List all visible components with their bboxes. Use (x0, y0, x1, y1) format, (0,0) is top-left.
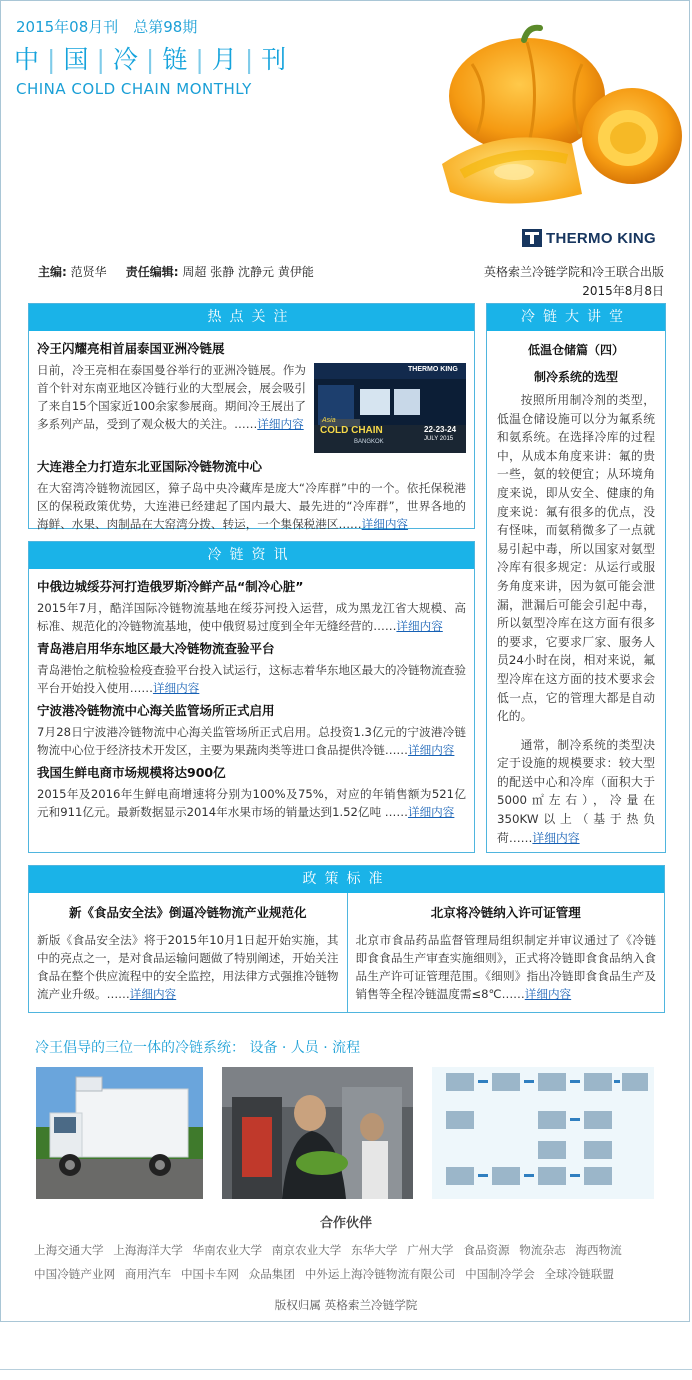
article-title: 新《食品安全法》倒逼冷链物流产业规范化 (68, 905, 307, 920)
ellipsis: …… (384, 743, 409, 757)
policy-article (347, 893, 665, 1012)
partners-title: 合作伙伴 (319, 1216, 372, 1231)
news-section (28, 541, 475, 853)
partner-link[interactable]: 华南农业大学 (192, 1243, 263, 1257)
partner-link[interactable]: 中国制冷学会 (465, 1267, 535, 1281)
article-text (37, 661, 466, 697)
partners-row (34, 1266, 664, 1282)
article-text (37, 723, 466, 759)
lecture-paragraph (497, 736, 655, 848)
article-title: 青岛港启用华东地区最大冷链物流查验平台 (37, 641, 275, 656)
partner-link[interactable]: 商用汽车 (124, 1267, 172, 1281)
partner-link[interactable]: 南京农业大学 (271, 1243, 342, 1257)
ellipsis: …… (384, 805, 408, 819)
policy-heading: 政策标准 (29, 866, 664, 893)
partner-link[interactable]: 全球冷链联盟 (544, 1267, 614, 1281)
read-more-link[interactable]: 详细内容 (524, 987, 572, 1001)
partner-link[interactable]: 东华大学 (351, 1243, 398, 1257)
expo-month: JULY 2015 (424, 436, 454, 442)
partner-link[interactable]: 中外运上海冷链物流有限公司 (304, 1267, 456, 1281)
article-title: 宁波港冷链物流中心海关监管场所正式启用 (37, 703, 275, 718)
ellipsis: …… (373, 619, 397, 633)
partner-link[interactable]: 中国冷链产业网 (34, 1267, 116, 1281)
lecture-heading: 冷链大讲堂 (487, 304, 665, 331)
article-body: 新版《食品安全法》将于2015年10月1日起开始实施，其中的亮点之一，是对食品运输问题做了特别阐述，开始关注食品在整个供应流程中的安全监控，用法律方式强推冷链物流产业升级。 (37, 933, 339, 1001)
lecture-section (486, 303, 666, 853)
read-more-link[interactable]: 详细内容 (396, 619, 443, 633)
lecture-paragraph: 按照所用制冷剂的类型，低温仓储设施可以分为氟系统和氨系统。在选择冷库的过程中，从成本角度来讲：氟的贵一些，氨的较便宜；从环境角度来说，即从安全、健康的角度来说：氟有很多的优点，没有怪味，而氨稍微多了一点就易引起中毒，所以国家对氨型冷库有很多规定：从运行或服务角度来讲，因为氨可能会泄漏，泄漏后可能会引起中毒，所以氨型冷库在这方面有很多的要求，它要求厂家、服务人员24小时在岗，相对来说，氟型冷库在这方面的技术要求会低一点，它的管理大都是自动化的。 (497, 393, 655, 724)
article-body: 在大窑湾冷链物流园区，獐子岛中央冷藏库是庞大“冷库群”中的一个。依托保税港区的保税政策优势，大连港已经建起了国内最大、最先进的“冷库群”，世界各地的海鲜、水果、肉制品在大窑湾分拨、转运，一个集保税港区 (37, 481, 466, 531)
expo-event-line1: Asia (322, 417, 336, 424)
ellipsis: …… (508, 830, 533, 845)
masthead-char: 冷 (112, 45, 140, 74)
article-body: 2015年及2016年生鲜电商增速将分别为100%及75%，对应的年销售额为521亿元和911亿元。最新数据显示2014年水果市场的销量达到1.52亿吨 (37, 787, 466, 819)
policy-section (28, 865, 665, 1013)
ellipsis: …… (234, 417, 258, 431)
partner-link[interactable]: 广州大学 (407, 1243, 454, 1257)
cold-chain-process-diagram (432, 1067, 654, 1199)
editors-names: 周超 张静 沈静元 黄伊能 (182, 265, 314, 279)
bottom-divider (0, 1369, 692, 1370)
partner-link[interactable]: 物流杂志 (519, 1243, 566, 1257)
article-body: 青岛港怡之航检验检疫查验平台投入试运行，这标志着华东地区最大的冷链物流查验平台开始投入使用 (37, 663, 466, 695)
partners-row (34, 1242, 664, 1258)
ellipsis: …… (338, 517, 362, 531)
article-text (37, 931, 339, 1003)
article-title: 中俄边城绥芬河打造俄罗斯冷鲜产品“制冷心脏” (37, 579, 304, 594)
lecture-title: 低温仓储篇（四） (527, 343, 624, 357)
system-title: 冷王倡导的三位一体的冷链系统： 设备 · 人员 · 流程 (35, 1040, 361, 1056)
read-more-link[interactable]: 详细内容 (257, 417, 304, 431)
partner-link[interactable]: 海西物流 (575, 1243, 622, 1257)
read-more-link[interactable]: 详细内容 (408, 743, 455, 757)
article-body: 2015年7月，酷洋国际冷链物流基地在绥芬河投入运营，成为黑龙江省大规模、高标准、规范化的冷链物流基地，使中俄贸易过度到全年无缝经营的 (37, 601, 466, 633)
masthead-char: 中 (14, 45, 42, 74)
read-more-link[interactable]: 详细内容 (129, 987, 177, 1001)
editors-label: 责任编辑: (125, 265, 179, 279)
read-more-link[interactable]: 详细内容 (407, 805, 455, 819)
logo-text: THERMO KING (546, 229, 656, 247)
issue-line: 2015年08月刊 总第98期 (16, 18, 198, 36)
article-body: 7月28日宁波港冷链物流中心海关监管场所正式启用。总投资1.3亿元的宁波港冷链物流中心位于经济技术开发区，主要为果蔬肉类等进口食品提供冷链 (37, 725, 466, 757)
article-text (37, 479, 466, 533)
masthead-char: 刊 (261, 45, 289, 74)
expo-dates: 22-23-24 (424, 425, 457, 434)
article-title: 北京将冷链纳入许可证管理 (430, 905, 581, 920)
partner-link[interactable]: 上海交通大学 (34, 1243, 104, 1257)
warehouse-worker-photo (222, 1067, 413, 1199)
partner-link[interactable]: 中国卡车网 (180, 1267, 239, 1281)
expo-event-line3: BANGKOK (354, 439, 384, 445)
expo-photo (314, 363, 466, 453)
thermo-king-logo-icon (522, 229, 542, 247)
article-title: 大连港全力打造东北亚国际冷链物流中心 (37, 459, 263, 474)
masthead-title-cn: 中 | 国 | 冷 | 链 | 月 | 刊 (14, 45, 289, 74)
pumpkin-illustration (432, 24, 684, 212)
refrigerated-truck-photo (36, 1067, 203, 1199)
publisher-block (484, 263, 664, 301)
hot-focus-section (28, 303, 475, 529)
policy-article (29, 893, 347, 1012)
chief-name: 范贤华 (70, 265, 107, 279)
lecture-body: 通常，制冷系统的类型决定于设施的规模要求：较大型的配送中心和冷库（面积大于5000㎡左右），冷量在350KW以上（基于热负荷 (497, 737, 655, 845)
article-title: 我国生鲜电商市场规模将达900亿 (37, 765, 226, 780)
partner-link[interactable]: 上海海洋大学 (113, 1243, 183, 1257)
masthead-char: 月 (211, 45, 239, 74)
editors-line (38, 263, 314, 280)
ellipsis: …… (129, 681, 153, 695)
expo-brand-text: THERMO KING (408, 366, 458, 373)
masthead-char: 国 (63, 45, 91, 74)
read-more-link[interactable]: 详细内容 (361, 517, 409, 531)
article-text (356, 931, 657, 1003)
article-body: 北京市食品药品监督管理局组织制定并审议通过了《冷链即食食品生产审查实施细则》，正式将冷链即食食品纳入食品生产许可证管理范围。《细则》指出冷链即食食品生产及销售等全程冷链温度需≤8℃ (355, 933, 656, 1001)
masthead-char: 链 (162, 45, 190, 74)
ellipsis: …… (501, 987, 525, 1001)
publish-date: 2015年8月8日 (582, 284, 664, 298)
copyright: 版权归属 英格索兰冷链学院 (274, 1298, 418, 1312)
hot-focus-heading: 热点关注 (29, 304, 474, 331)
lecture-subtitle: 制冷系统的选型 (533, 370, 618, 384)
chief-label: 主编: (38, 265, 67, 279)
article-body: 日前，冷王亮相在泰国曼谷举行的亚洲冷链展。作为首个针对东南亚地区冷链行业的大型展会，展会吸引了来自15个国家近100余家参展商。期间冷王展出了多系列产品，受到了观众极大的关注。 (37, 363, 306, 431)
article-text (37, 785, 466, 821)
article-text (37, 599, 466, 635)
read-more-link[interactable]: 详细内容 (532, 830, 580, 845)
thermo-king-logo (522, 229, 656, 247)
partner-link[interactable]: 众品集团 (248, 1267, 295, 1281)
article-title: 冷王闪耀亮相首届泰国亚洲冷链展 (37, 341, 225, 356)
expo-event-line2: COLD CHAIN (320, 425, 383, 436)
publisher-name: 英格索兰冷链学院和冷王联合出版 (483, 265, 664, 279)
ellipsis: …… (106, 987, 130, 1001)
read-more-link[interactable]: 详细内容 (152, 681, 200, 695)
masthead-title-en: CHINA COLD CHAIN MONTHLY (16, 80, 252, 98)
partner-link[interactable]: 食品资源 (463, 1243, 510, 1257)
news-heading: 冷链资讯 (29, 542, 474, 569)
